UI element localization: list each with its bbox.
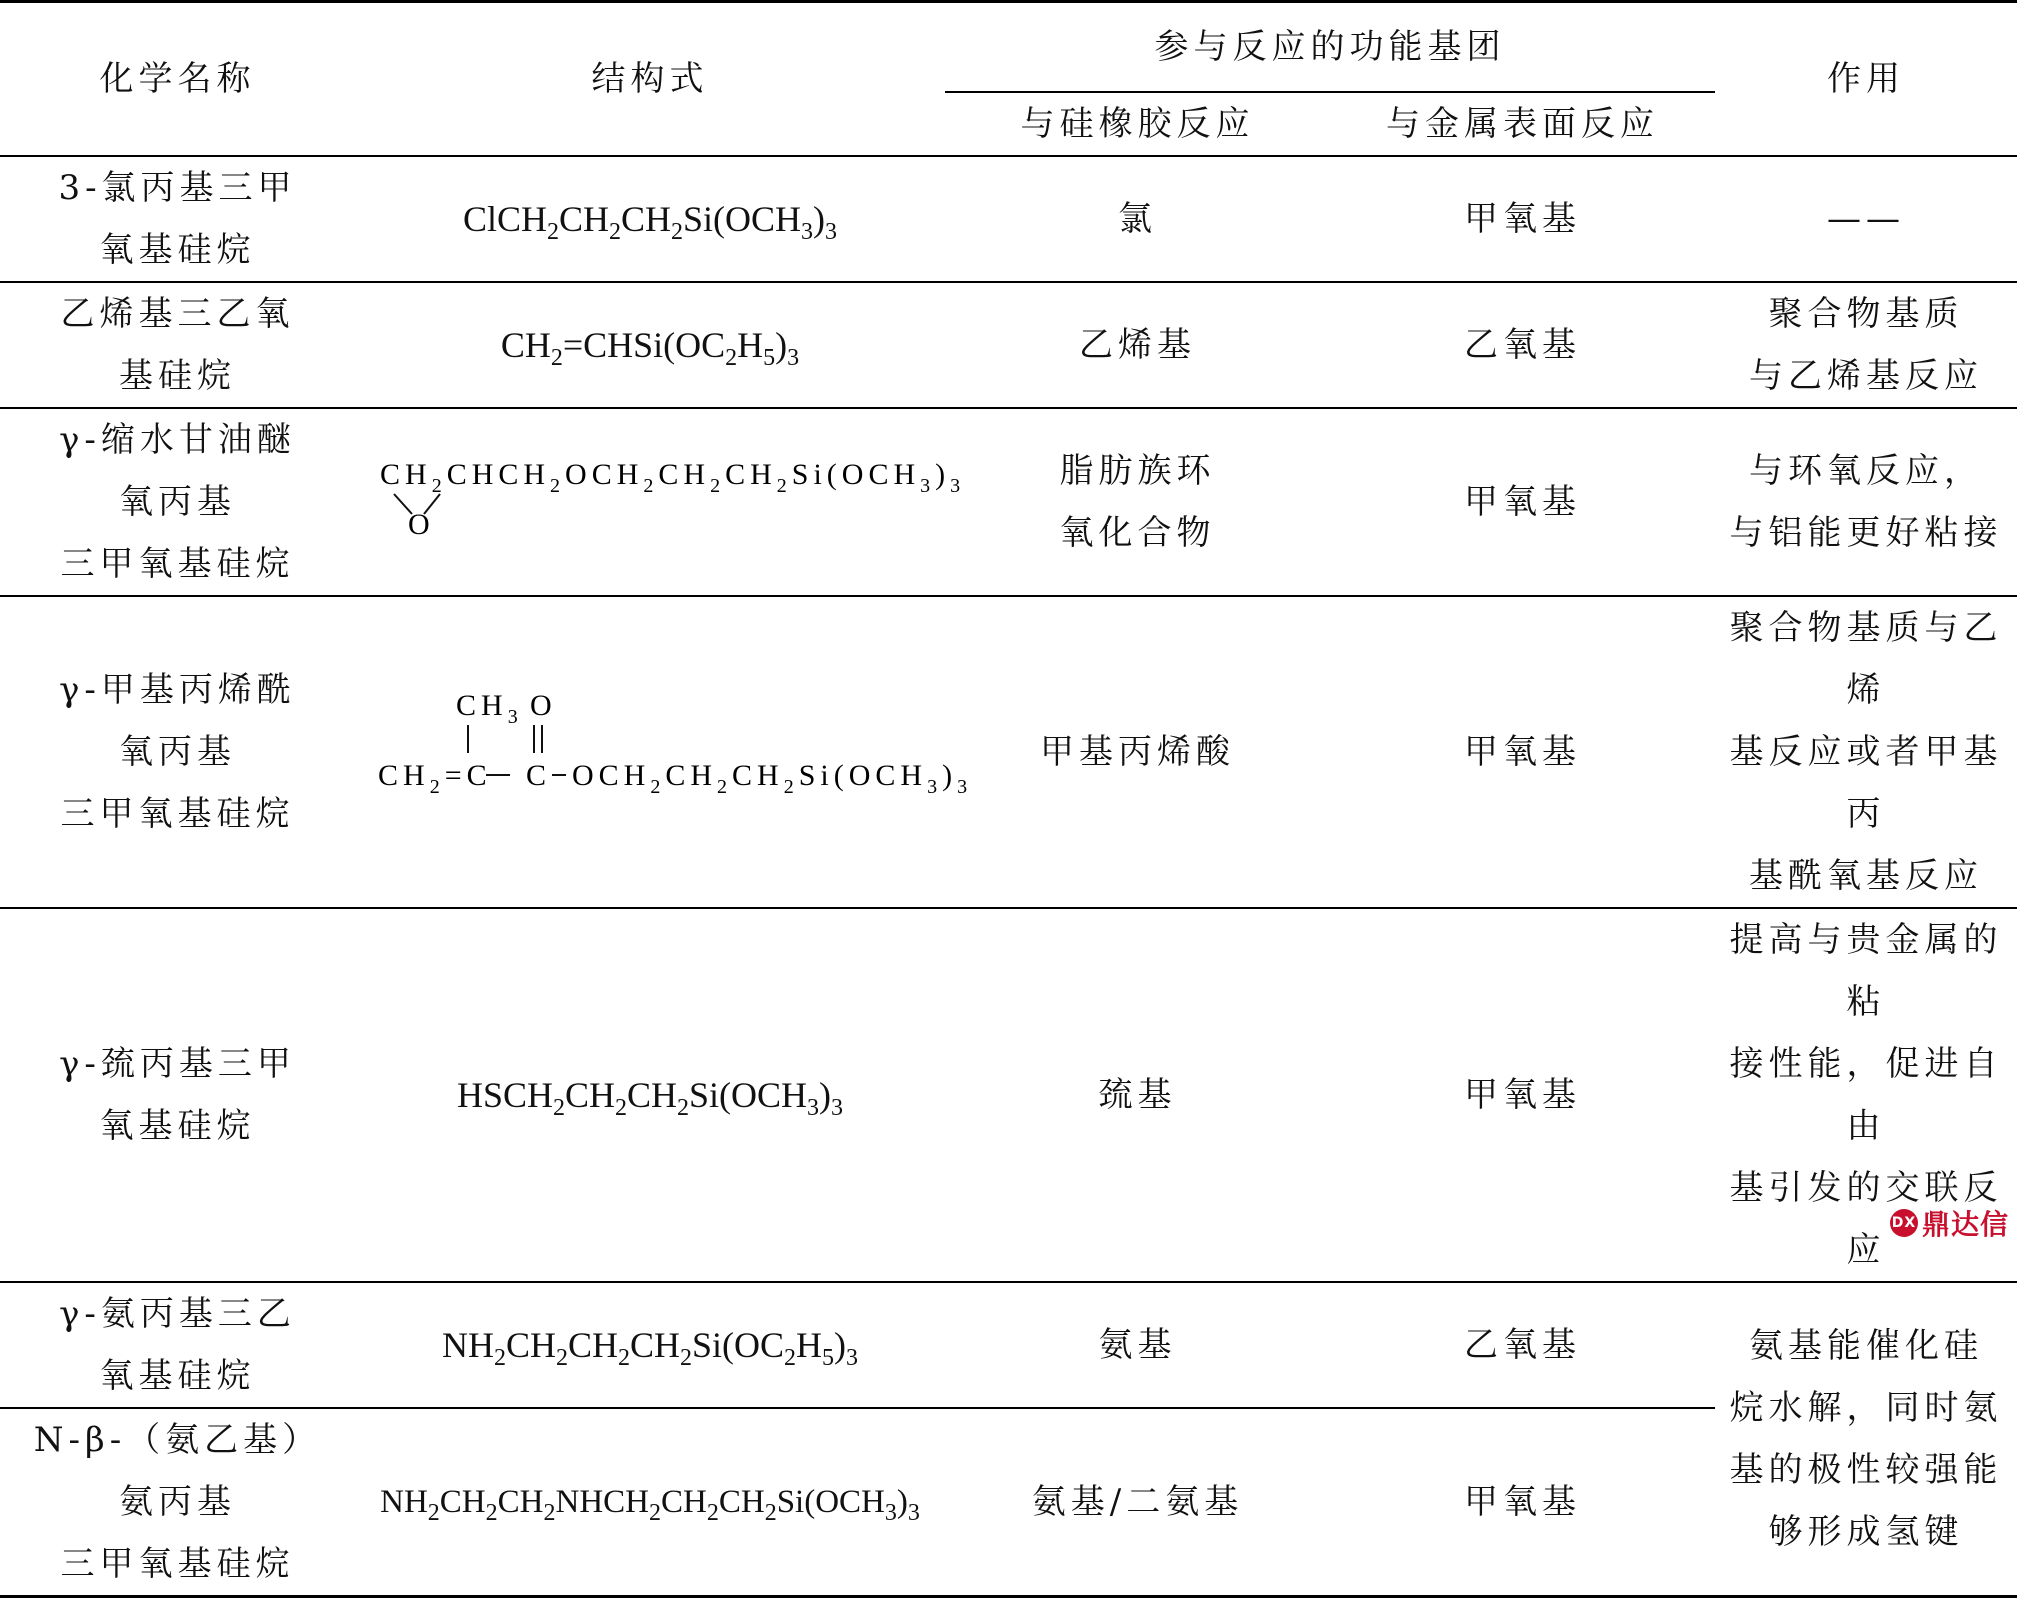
role-cell: —— — [1715, 156, 2017, 282]
epoxy-structure-drawing — [370, 422, 966, 562]
chemical-name-cell: N-β-（氨乙基） 氨丙基 三甲氧基硅烷 — [0, 1408, 355, 1597]
chemical-name-cell: γ-氨丙基三乙 氧基硅烷 — [0, 1282, 355, 1408]
table-row — [0, 908, 2017, 1282]
role-cell: 提高与贵金属的粘 接性能，促进自由 基引发的交联反应 — [1715, 908, 2017, 1282]
structure-formula: $NH_2CH_2CH_2CH_2Si(OC_2H_5)_3$ — [355, 1282, 945, 1408]
header-structure: 结构式 — [355, 2, 945, 156]
role-cell: 与环氧反应， 与铝能更好粘接 — [1715, 408, 2017, 596]
metal-group-cell: 乙氧基 — [1330, 282, 1715, 408]
svg-text:O: O — [408, 507, 435, 541]
header-rubber-reaction: 与硅橡胶反应 — [1020, 103, 1255, 144]
table-row — [0, 408, 2017, 596]
rubber-group-cell: 脂肪族环 氧化合物 — [945, 408, 1330, 596]
role-cell: 聚合物基质 与乙烯基反应 — [1715, 282, 2017, 408]
metal-group-cell: 甲氧基 — [1330, 156, 1715, 282]
table-row — [0, 1282, 2017, 1408]
metal-group-cell: 甲氧基 — [1330, 596, 1715, 908]
structure-formula-epoxy — [355, 408, 966, 596]
header-metal-reaction: 与金属表面反应 — [1386, 103, 1659, 144]
chemical-name-cell: γ-缩水甘油醚 氧丙基 三甲氧基硅烷 — [0, 408, 355, 596]
logo-icon: DX — [1890, 1209, 1918, 1237]
metal-group-cell: 甲氧基 — [1330, 908, 1715, 1282]
structure-formula-methacryl — [355, 596, 973, 908]
chemical-name-cell: 3-氯丙基三甲 氧基硅烷 — [0, 156, 355, 282]
structure-formula: $ClCH_2CH_2CH_2Si(OCH_3)_3$ — [355, 156, 945, 282]
methacryl-structure-drawing — [370, 667, 973, 817]
rubber-group-cell: 氨基 — [945, 1282, 1330, 1408]
header-role: 作用 — [1715, 2, 2017, 156]
metal-group-cell: 甲氧基 — [1330, 408, 1715, 596]
metal-group-cell: 乙氧基 — [1330, 1282, 1715, 1408]
svg-text:C: C — [526, 758, 552, 792]
structure-formula: $NH_2CH_2CH_2NHCH_2CH_2CH_2Si(OCH_3)_3$ — [355, 1408, 945, 1597]
role-cell-merged: 氨基能催化硅 烷水解，同时氨 基的极性较强能 够形成氢键 — [1715, 1282, 2017, 1597]
chemical-name-cell: γ-甲基丙烯酰 氧丙基 三甲氧基硅烷 — [0, 596, 355, 908]
table-row — [0, 1408, 2017, 1597]
structure-formula: $HSCH_2CH_2CH_2Si(OCH_3)_3$ — [355, 908, 945, 1282]
table-row — [0, 282, 2017, 408]
chemical-name-cell: 乙烯基三乙氧 基硅烷 — [0, 282, 355, 408]
chemical-name-cell: γ-巯丙基三甲 氧基硅烷 — [0, 908, 355, 1282]
logo-text: 鼎达信 — [1921, 1208, 2009, 1241]
table-row — [0, 596, 2017, 908]
header-functional-group: 参与反应的功能基团 — [945, 2, 1715, 92]
structure-formula: $CH_2=CHSi(OC_2H_5)_3$ — [355, 282, 945, 408]
svg-text:CH3: $CH_3$ — [456, 688, 523, 728]
svg-text:O: O — [530, 688, 557, 722]
rubber-group-cell: 甲基丙烯酸 — [945, 596, 1330, 908]
svg-text:CH2=C: $CH_2=C$ — [378, 758, 492, 798]
rubber-group-cell: 氨基/二氨基 — [945, 1408, 1330, 1597]
rubber-group-cell: 巯基 — [945, 908, 1330, 1282]
svg-text:OCH2CH2CH2Si(OCH3)3: $OCH_2CH_2CH_2Si(OCH_3)_3$ — [572, 758, 973, 798]
svg-text:CH2CHCH2OCH2CH2CH2Si(OCH3)3: $CH_2CHCH_2OCH_2CH_2CH_2Si(OCH_3)_3$ — [380, 457, 966, 497]
role-cell: 聚合物基质与乙烯 基反应或者甲基丙 基酰氧基反应 — [1715, 596, 2017, 908]
watermark-logo — [1890, 1203, 2009, 1243]
header-chemical-name: 化学名称 — [0, 2, 355, 156]
metal-group-cell: 甲氧基 — [1330, 1408, 1715, 1597]
rubber-group-cell: 乙烯基 — [945, 282, 1330, 408]
table-row — [0, 156, 2017, 282]
rubber-group-cell: 氯 — [945, 156, 1330, 282]
